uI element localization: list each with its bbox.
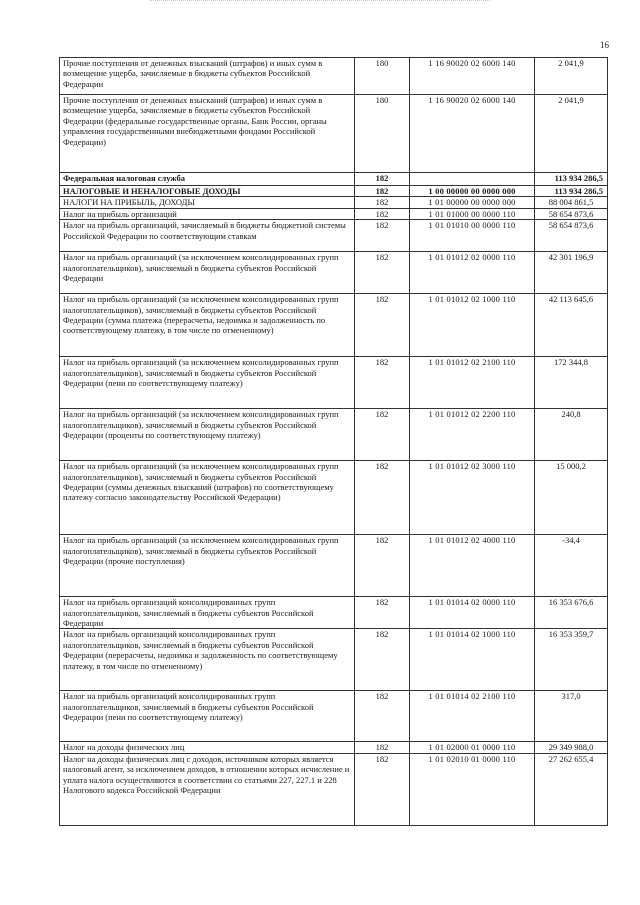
table-row	[60, 461, 608, 535]
scan-edge-artifact	[150, 0, 490, 3]
row-name-cell: Налог на прибыль организаций консолидированных групп налогоплательщиков, зачисляемый в бюджеты субъектов Российской Федерации	[60, 597, 355, 629]
row-name-cell: Налог на прибыль организаций (за исключением консолидированных групп налогоплательщиков), зачисляемый в бюджеты субъектов Российской Федерации (прочие поступления)	[60, 535, 355, 597]
row-budget-code-cell: 1 01 01012 02 2100 110	[410, 357, 535, 409]
row-admin-code-cell: 182	[355, 691, 410, 742]
table-row	[60, 294, 608, 357]
row-name-cell: Налог на прибыль организаций (за исключением консолидированных групп налогоплательщиков), зачисляемый в бюджеты субъектов Российской Федерации (сумма платежа (перерасчеты, недоимка и задолженность по соответствующему платежу, в том числе по отмененному)	[60, 294, 355, 357]
row-budget-code-cell: 1 01 01012 02 2200 110	[410, 409, 535, 461]
row-admin-code-cell: 182	[355, 186, 410, 197]
row-name-cell: Налог на прибыль организаций (за исключением консолидированных групп налогоплательщиков), зачисляемый в бюджеты субъектов Российской Федерации (пени по соответствующему платежу)	[60, 357, 355, 409]
row-admin-code-cell: 182	[355, 597, 410, 629]
table-row	[60, 252, 608, 294]
revenue-table-body	[60, 58, 608, 826]
table-row	[60, 597, 608, 629]
table-row	[60, 742, 608, 753]
row-admin-code-cell: 182	[355, 461, 410, 535]
row-budget-code-cell: 1 01 01012 02 1000 110	[410, 294, 535, 357]
table-row	[60, 535, 608, 597]
row-admin-code-cell: 182	[355, 208, 410, 219]
row-budget-code-cell: 1 01 00000 00 0000 000	[410, 197, 535, 208]
row-admin-code-cell: 182	[355, 294, 410, 357]
row-name-cell: Налог на прибыль организаций (за исключением консолидированных групп налогоплательщиков), зачисляемый в бюджеты субъектов Российской Федерации (суммы денежных взысканий (штрафов) по соответствующему платежу согласно законодательству Российской Федерации)	[60, 461, 355, 535]
row-name-cell: НАЛОГИ НА ПРИБЫЛЬ, ДОХОДЫ	[60, 197, 355, 208]
table-row	[60, 186, 608, 197]
row-admin-code-cell: 182	[355, 535, 410, 597]
table-row	[60, 208, 608, 219]
row-name-cell: Налог на прибыль организаций	[60, 208, 355, 219]
row-admin-code-cell: 180	[355, 58, 410, 95]
row-amount-cell: 29 349 988,0	[535, 742, 608, 753]
row-name-cell: Налог на прибыль организаций (за исключением консолидированных групп налогоплательщиков), зачисляемый в бюджеты субъектов Российской Федерации	[60, 252, 355, 294]
row-budget-code-cell	[410, 173, 535, 186]
table-row	[60, 197, 608, 208]
table-row	[60, 220, 608, 252]
row-amount-cell: 42 113 645,6	[535, 294, 608, 357]
row-name-cell: Федеральная налоговая служба	[60, 173, 355, 186]
table-row	[60, 691, 608, 742]
row-admin-code-cell: 182	[355, 357, 410, 409]
row-admin-code-cell: 180	[355, 95, 410, 173]
row-amount-cell: 317,0	[535, 691, 608, 742]
row-budget-code-cell: 1 00 00000 00 0000 000	[410, 186, 535, 197]
row-budget-code-cell: 1 01 02010 01 0000 110	[410, 753, 535, 825]
row-admin-code-cell: 182	[355, 252, 410, 294]
row-amount-cell: 15 000,2	[535, 461, 608, 535]
row-budget-code-cell: 1 01 01014 02 0000 110	[410, 597, 535, 629]
page-number: 16	[600, 40, 609, 50]
row-budget-code-cell: 1 16 90020 02 6000 140	[410, 95, 535, 173]
row-name-cell: Налог на доходы физических лиц с доходов, источником которых является налоговый агент, за исключением доходов, в отношении которых исчисление и уплата налога осуществляются в соответствии со статьями 227, 227.1 и 228 Налогового кодекса Российской Федерации	[60, 753, 355, 825]
row-amount-cell: 240,8	[535, 409, 608, 461]
row-name-cell: Налог на прибыль организаций (за исключением консолидированных групп налогоплательщиков), зачисляемый в бюджеты субъектов Российской Федерации (проценты по соответствующему платежу)	[60, 409, 355, 461]
table-row	[60, 173, 608, 186]
row-amount-cell: 58 654 873,6	[535, 220, 608, 252]
row-admin-code-cell: 182	[355, 173, 410, 186]
row-budget-code-cell: 1 01 01014 02 2100 110	[410, 691, 535, 742]
row-budget-code-cell: 1 01 01012 02 3000 110	[410, 461, 535, 535]
table-row	[60, 629, 608, 691]
row-admin-code-cell: 182	[355, 742, 410, 753]
table-row	[60, 58, 608, 95]
row-amount-cell: 172 344,8	[535, 357, 608, 409]
row-amount-cell: 2 041,9	[535, 58, 608, 95]
row-amount-cell: 58 654 873,6	[535, 208, 608, 219]
row-amount-cell: 27 262 655,4	[535, 753, 608, 825]
row-budget-code-cell: 1 01 01012 02 4000 110	[410, 535, 535, 597]
row-name-cell: НАЛОГОВЫЕ И НЕНАЛОГОВЫЕ ДОХОДЫ	[60, 186, 355, 197]
row-budget-code-cell: 1 16 90020 02 6000 140	[410, 58, 535, 95]
table-row	[60, 95, 608, 173]
row-budget-code-cell: 1 01 01012 02 0000 110	[410, 252, 535, 294]
row-budget-code-cell: 1 01 01010 00 0000 110	[410, 220, 535, 252]
row-amount-cell: 88 004 861,5	[535, 197, 608, 208]
row-name-cell: Налог на прибыль организаций консолидированных групп налогоплательщиков, зачисляемый в бюджеты субъектов Российской Федерации (перерасчеты, недоимка и задолженность по соответствующему платежу, в том числе по отмененному)	[60, 629, 355, 691]
row-amount-cell: 42 301 196,9	[535, 252, 608, 294]
row-admin-code-cell: 182	[355, 753, 410, 825]
revenue-table	[59, 57, 608, 826]
row-budget-code-cell: 1 01 02000 01 0000 110	[410, 742, 535, 753]
row-admin-code-cell: 182	[355, 629, 410, 691]
row-amount-cell: 2 041,9	[535, 95, 608, 173]
row-amount-cell: 113 934 286,5	[535, 186, 608, 197]
row-admin-code-cell: 182	[355, 197, 410, 208]
row-admin-code-cell: 182	[355, 220, 410, 252]
table-row	[60, 753, 608, 825]
row-admin-code-cell: 182	[355, 409, 410, 461]
row-name-cell: Прочие поступления от денежных взысканий (штрафов) и иных сумм в возмещение ущерба, зачисляемые в бюджеты субъектов Российской Федерации	[60, 58, 355, 95]
row-name-cell: Налог на прибыль организаций консолидированных групп налогоплательщиков, зачисляемый в бюджеты субъектов Российской Федерации (пени по соответствующему платежу)	[60, 691, 355, 742]
row-name-cell: Налог на прибыль организаций, зачисляемый в бюджеты бюджетной системы Российской Федерации по соответствующим ставкам	[60, 220, 355, 252]
table-row	[60, 357, 608, 409]
row-budget-code-cell: 1 01 01000 00 0000 110	[410, 208, 535, 219]
row-amount-cell: 16 353 676,6	[535, 597, 608, 629]
row-name-cell: Налог на доходы физических лиц	[60, 742, 355, 753]
row-amount-cell: 16 353 359,7	[535, 629, 608, 691]
row-amount-cell: 113 934 286,5	[535, 173, 608, 186]
table-row	[60, 409, 608, 461]
row-name-cell: Прочие поступления от денежных взысканий (штрафов) и иных сумм в возмещение ущерба, зачисляемые в бюджеты субъектов Российской Федерации (федеральные государственные органы, Банк России, органы управления государственными внебюджетными фондами Российской Федерации)	[60, 95, 355, 173]
row-budget-code-cell: 1 01 01014 02 1000 110	[410, 629, 535, 691]
row-amount-cell: -34,4	[535, 535, 608, 597]
